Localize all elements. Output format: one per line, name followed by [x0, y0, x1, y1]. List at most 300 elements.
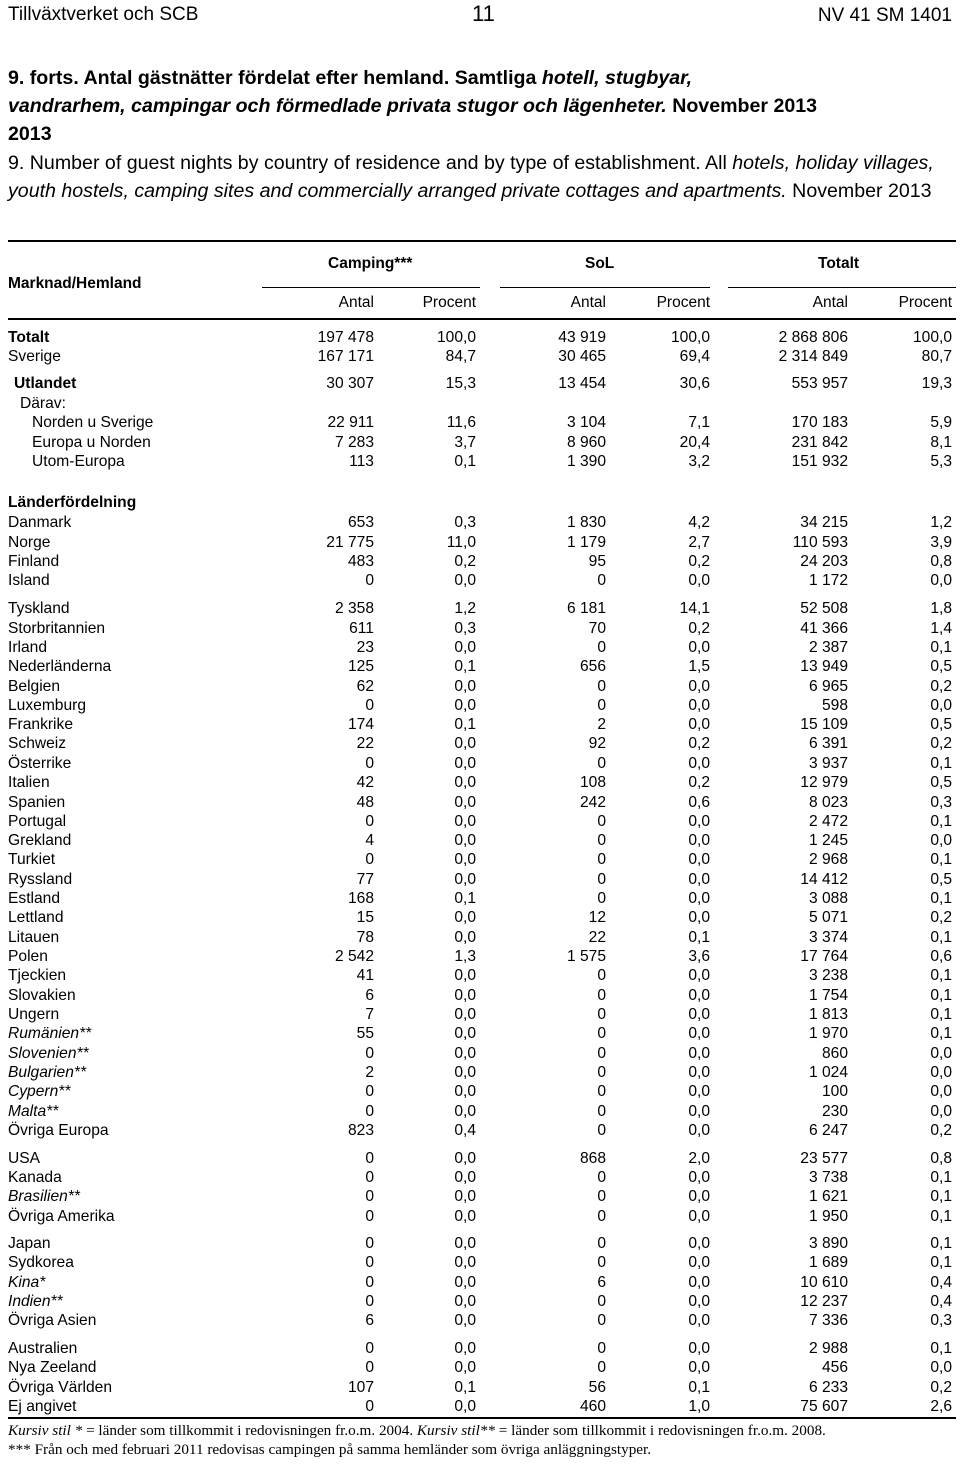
cell-value: 14 412: [800, 871, 848, 888]
cell-value: 0,0: [688, 1006, 710, 1023]
cell-value: 113: [349, 453, 374, 470]
cell-value: 3 238: [808, 967, 848, 984]
row-label: Övriga Europa: [8, 1122, 109, 1139]
cell-value: 0,0: [454, 1045, 476, 1062]
cell-value: 170 183: [791, 414, 848, 431]
cell-value: 0,0: [688, 890, 710, 907]
cell-value: 0: [597, 871, 606, 888]
row-label: Cypern**: [8, 1083, 71, 1100]
table-row: [0, 1063, 960, 1082]
cell-value: 0,0: [930, 832, 952, 849]
page-number: 11: [472, 1, 495, 26]
cell-value: 0,0: [454, 572, 476, 589]
cell-value: 70: [588, 620, 606, 637]
cell-value: 0,0: [688, 1064, 710, 1081]
cell-value: 7,1: [688, 414, 710, 431]
cell-value: 0,5: [930, 774, 952, 791]
cell-value: 43 919: [558, 329, 606, 346]
table-row: [0, 1397, 960, 1416]
table-row: [0, 452, 960, 471]
cell-value: 2,7: [688, 534, 710, 551]
cell-value: 0,2: [930, 1122, 952, 1139]
table-row: [0, 1311, 960, 1330]
cell-value: 0,0: [688, 1103, 710, 1120]
cell-value: 30 307: [326, 375, 374, 392]
cell-value: 0,0: [688, 1340, 710, 1357]
row-label: Australien: [8, 1340, 78, 1357]
cell-value: 0,1: [930, 987, 952, 1004]
cell-value: 0,2: [930, 678, 952, 695]
cell-value: 0,1: [454, 890, 476, 907]
cell-value: 0,0: [688, 871, 710, 888]
table-bottom-rule: [8, 1417, 956, 1419]
row-label: Finland: [8, 553, 60, 570]
cell-value: 1,5: [688, 658, 710, 675]
cell-value: 6 965: [808, 678, 848, 695]
cell-value: 0,6: [688, 794, 710, 811]
cell-value: 0: [597, 755, 606, 772]
cell-value: 0,0: [930, 1103, 952, 1120]
cell-value: 75 607: [800, 1398, 848, 1415]
cell-value: 0: [597, 1208, 606, 1225]
row-label: Ungern: [8, 1006, 60, 1023]
cell-value: 0: [365, 851, 374, 868]
cell-value: 2 387: [808, 639, 848, 656]
cell-value: 1 172: [808, 572, 848, 589]
row-label: Malta**: [8, 1103, 59, 1120]
cell-value: 80,7: [921, 348, 952, 365]
row-label: Rumänien**: [8, 1025, 92, 1042]
row-label: Schweiz: [8, 735, 67, 752]
cell-value: 0: [597, 1006, 606, 1023]
cell-value: 0: [365, 1188, 374, 1205]
cell-value: 0: [365, 1103, 374, 1120]
row-label: Europa u Norden: [32, 434, 151, 451]
table-row: [0, 413, 960, 432]
table-row: [0, 374, 960, 393]
cell-value: 0: [365, 1254, 374, 1271]
table-row: [0, 657, 960, 676]
cell-value: 0,0: [688, 755, 710, 772]
cell-value: 598: [821, 697, 848, 714]
cell-value: 55: [356, 1025, 374, 1042]
cell-value: 611: [349, 620, 374, 637]
table-row: [0, 773, 960, 792]
cell-value: 8 023: [808, 794, 848, 811]
table-row: [0, 889, 960, 908]
cell-value: 1 970: [808, 1025, 848, 1042]
cell-value: 0,0: [688, 832, 710, 849]
row-label: Norge: [8, 534, 51, 551]
row-label: Storbritannien: [8, 620, 106, 637]
cell-value: 1 179: [566, 534, 606, 551]
cell-value: 23: [356, 639, 374, 656]
cell-value: 3,7: [454, 434, 476, 451]
cell-value: 0: [365, 1340, 374, 1357]
row-label: Grekland: [8, 832, 72, 849]
cell-value: 0,0: [688, 1083, 710, 1100]
row-label: Irland: [8, 639, 48, 656]
row-label: Utlandet: [14, 375, 77, 392]
cell-value: 0,2: [930, 1379, 952, 1396]
cell-value: 110 593: [792, 534, 848, 551]
table-row: [0, 966, 960, 985]
cell-value: 92: [588, 735, 606, 752]
footnote-1c: Kursiv stil**: [416, 1422, 495, 1439]
cell-value: 1 245: [808, 832, 848, 849]
publisher: Tillväxtverket och SCB: [8, 4, 199, 25]
cell-value: 242: [579, 794, 606, 811]
cell-value: 41: [356, 967, 374, 984]
cell-value: 6 181: [566, 600, 606, 617]
totalt-rule: [728, 287, 956, 288]
sub-antal-1: Antal: [338, 294, 374, 311]
cell-value: 0,8: [930, 553, 952, 570]
cell-value: 0: [597, 832, 606, 849]
cell-value: 6: [365, 1312, 374, 1329]
cell-value: 0: [597, 1122, 606, 1139]
cell-value: 0,0: [688, 967, 710, 984]
cell-value: 868: [579, 1150, 606, 1167]
cell-value: 19,3: [921, 375, 952, 392]
cell-value: 4,2: [688, 514, 710, 531]
cell-value: 0,1: [688, 1379, 710, 1396]
table-row: [0, 831, 960, 850]
row-label: Slovakien: [8, 987, 76, 1004]
cell-value: 0,0: [688, 1122, 710, 1139]
cell-value: 1 575: [566, 948, 606, 965]
cell-value: 12 237: [800, 1293, 848, 1310]
cell-value: 0: [597, 1340, 606, 1357]
cell-value: 0: [365, 1398, 374, 1415]
table-row: [0, 1102, 960, 1121]
cell-value: 6 247: [808, 1122, 848, 1139]
cell-value: 0,0: [454, 1293, 476, 1310]
group-sol: SoL: [585, 255, 615, 272]
cell-value: 12: [588, 909, 606, 926]
cell-value: 0,1: [930, 890, 952, 907]
page-header: [0, 0, 960, 30]
cell-value: 48: [356, 794, 374, 811]
cell-value: 0,0: [930, 1083, 952, 1100]
table-row: [0, 533, 960, 552]
table-title-english: [8, 149, 953, 205]
cell-value: 22 911: [327, 414, 374, 431]
cell-value: 0,3: [930, 794, 952, 811]
cell-value: 0,0: [688, 1254, 710, 1271]
stub-header: Marknad/Hemland: [8, 275, 142, 292]
cell-value: 7 283: [334, 434, 374, 451]
footnote-2: *** Från och med februari 2011 redovisas campingen på samma hemländer som övriga anläggningstyper.: [8, 1441, 652, 1458]
cell-value: 0,0: [454, 1398, 476, 1415]
table-row: [0, 928, 960, 947]
cell-value: 0,6: [930, 948, 952, 965]
footnote-1b: = länder som tillkommit i redovisningen fr.o.m. 2004.: [82, 1422, 417, 1439]
cell-value: 2 542: [334, 948, 374, 965]
row-label: Slovenien**: [8, 1045, 89, 1062]
cell-value: 0,1: [454, 453, 476, 470]
cell-value: 10 610: [800, 1274, 848, 1291]
cell-value: 0,0: [454, 1340, 476, 1357]
cell-value: 0: [597, 1188, 606, 1205]
cell-value: 0,0: [454, 1254, 476, 1271]
table-row: [0, 1168, 960, 1187]
cell-value: 0: [597, 1103, 606, 1120]
table-row: [0, 677, 960, 696]
row-label: Kanada: [8, 1169, 62, 1186]
cell-value: 0,0: [454, 1208, 476, 1225]
cell-value: 0,0: [454, 1006, 476, 1023]
cell-value: 0,0: [454, 1083, 476, 1100]
cell-value: 17 764: [800, 948, 848, 965]
cell-value: 3 738: [808, 1169, 848, 1186]
table-row: [0, 1121, 960, 1140]
cell-value: 2 868 806: [778, 329, 848, 346]
cell-value: 167 171: [317, 348, 374, 365]
cell-value: 0: [365, 572, 374, 589]
cell-value: 0,0: [688, 1025, 710, 1042]
row-label: Övriga Amerika: [8, 1208, 115, 1225]
cell-value: 0: [597, 1293, 606, 1310]
cell-value: 100,0: [670, 329, 710, 346]
row-label: Österrike: [8, 755, 72, 772]
cell-value: 0,0: [454, 1188, 476, 1205]
cell-value: 0,0: [688, 1169, 710, 1186]
row-label: Bulgarien**: [8, 1064, 87, 1081]
cell-value: 95: [588, 553, 606, 570]
table-row: [0, 754, 960, 773]
table-row: [0, 947, 960, 966]
row-label: Sydkorea: [8, 1254, 74, 1271]
row-label: Brasilien**: [8, 1188, 80, 1205]
table-row: [0, 696, 960, 715]
cell-value: 1,2: [454, 600, 476, 617]
cell-value: 0,1: [930, 851, 952, 868]
cell-value: 22: [588, 929, 606, 946]
row-label: Island: [8, 572, 50, 589]
cell-value: 0: [365, 1045, 374, 1062]
title-sv-part: 9. forts. Antal gästnätter fördelat efter hemland. Samtliga: [8, 67, 542, 89]
row-label: Turkiet: [8, 851, 56, 868]
title-sv-date: November 2013: [666, 95, 818, 117]
cell-value: 0,8: [930, 1150, 952, 1167]
cell-value: 56: [588, 1379, 606, 1396]
table-row: [0, 599, 960, 618]
cell-value: 456: [821, 1359, 848, 1376]
cell-value: 0,0: [688, 1208, 710, 1225]
cell-value: 24 203: [800, 553, 848, 570]
group-camping: Camping***: [328, 255, 413, 272]
row-label: Sverige: [8, 348, 61, 365]
cell-value: 14,1: [679, 600, 710, 617]
cell-value: 0,0: [930, 1359, 952, 1376]
cell-value: 1,2: [930, 514, 952, 531]
table-row: [0, 1378, 960, 1397]
cell-value: 483: [347, 553, 374, 570]
table-row: [0, 850, 960, 869]
row-label: Utom-Europa: [32, 453, 125, 470]
cell-value: 151 932: [791, 453, 848, 470]
cell-value: 0,1: [454, 716, 476, 733]
row-label: Estland: [8, 890, 61, 907]
title-sv-italic-2: vandrarhem, campingar och förmedlade privata stugor och lägenheter.: [8, 95, 667, 117]
cell-value: 3,6: [688, 948, 710, 965]
cell-value: 0,0: [688, 1312, 710, 1329]
row-label: Övriga Asien: [8, 1312, 97, 1329]
sub-antal-3: Antal: [812, 294, 848, 311]
cell-value: 0,1: [930, 1169, 952, 1186]
cell-value: 107: [347, 1379, 374, 1396]
sub-procent-1: Procent: [422, 294, 476, 311]
cell-value: 0: [597, 1169, 606, 1186]
table-row: [0, 552, 960, 571]
cell-value: 30 465: [558, 348, 606, 365]
row-label: Länderfördelning: [8, 494, 137, 511]
table-row: [0, 793, 960, 812]
table-row: [0, 571, 960, 590]
cell-value: 3 088: [808, 890, 848, 907]
cell-value: 6: [365, 987, 374, 1004]
row-label: Tyskland: [8, 600, 70, 617]
table-row: [0, 394, 960, 413]
cell-value: 0,2: [454, 553, 476, 570]
cell-value: 0: [597, 697, 606, 714]
cell-value: 3,2: [688, 453, 710, 470]
cell-value: 100,0: [912, 329, 952, 346]
table-row: [0, 1082, 960, 1101]
cell-value: 0,2: [930, 909, 952, 926]
cell-value: 7 336: [808, 1312, 848, 1329]
camping-rule: [262, 287, 480, 288]
cell-value: 0,1: [930, 755, 952, 772]
cell-value: 168: [347, 890, 374, 907]
row-label: Kina*: [8, 1274, 46, 1291]
row-label: Luxemburg: [8, 697, 87, 714]
table-row: [0, 433, 960, 452]
cell-value: 3 104: [566, 414, 606, 431]
cell-value: 0,0: [454, 813, 476, 830]
cell-value: 0,0: [688, 639, 710, 656]
cell-value: 0,1: [930, 929, 952, 946]
cell-value: 0: [597, 987, 606, 1004]
row-label: Litauen: [8, 929, 60, 946]
table-title-swedish: 9. forts. Antal gästnätter fördelat efter hemland. Samtliga hotell, stugbyar, vandrarhem, campingar och förmedlade privata stugor och lägenheter. November 2013 2013: [8, 67, 818, 145]
sub-procent-3: Procent: [898, 294, 952, 311]
cell-value: 0,5: [930, 716, 952, 733]
cell-value: 0,0: [454, 987, 476, 1004]
table-row: [0, 347, 960, 366]
cell-value: 0: [597, 1045, 606, 1062]
sol-rule: [500, 287, 710, 288]
cell-value: 1,0: [688, 1398, 710, 1415]
cell-value: 0,0: [454, 909, 476, 926]
cell-value: 860: [821, 1045, 848, 1062]
title-en-italic: hotels, holiday villages, youth hostels, camping sites and commercially arranged private cottages and apartments.: [8, 152, 934, 202]
cell-value: 0,1: [930, 1340, 952, 1357]
cell-value: 3 937: [808, 755, 848, 772]
cell-value: 21 775: [326, 534, 374, 551]
cell-value: 100,0: [436, 329, 476, 346]
cell-value: 231 842: [791, 434, 848, 451]
row-label: Norden u Sverige: [32, 414, 154, 431]
cell-value: 20,4: [679, 434, 710, 451]
cell-value: 69,4: [679, 348, 710, 365]
cell-value: 0,0: [688, 1045, 710, 1062]
sub-procent-2: Procent: [656, 294, 710, 311]
cell-value: 0: [597, 572, 606, 589]
cell-value: 0,1: [930, 1188, 952, 1205]
cell-value: 0: [365, 1274, 374, 1291]
table-row: [0, 1253, 960, 1272]
cell-value: 15 109: [800, 716, 848, 733]
row-label: Lettland: [8, 909, 64, 926]
cell-value: 0,1: [454, 1379, 476, 1396]
cell-value: 0,0: [454, 1025, 476, 1042]
cell-value: 0,1: [930, 1025, 952, 1042]
cell-value: 125: [347, 658, 374, 675]
cell-value: 0,1: [930, 813, 952, 830]
cell-value: 0,0: [688, 1188, 710, 1205]
cell-value: 6 233: [808, 1379, 848, 1396]
cell-value: 84,7: [445, 348, 476, 365]
cell-value: 0,0: [454, 794, 476, 811]
cell-value: 62: [356, 678, 374, 695]
table-row: [0, 812, 960, 831]
cell-value: 0,0: [454, 755, 476, 772]
cell-value: 0: [365, 697, 374, 714]
cell-value: 1 950: [808, 1208, 848, 1225]
cell-value: 0,0: [454, 832, 476, 849]
cell-value: 34 215: [800, 514, 848, 531]
cell-value: 3 890: [808, 1235, 848, 1252]
cell-value: 0,2: [688, 620, 710, 637]
table-row: [0, 870, 960, 889]
cell-value: 0: [365, 1359, 374, 1376]
cell-value: 0,4: [454, 1122, 476, 1139]
cell-value: 22: [356, 735, 374, 752]
cell-value: 42: [356, 774, 374, 791]
cell-value: 0,1: [930, 1208, 952, 1225]
title-en-date: November 2013: [786, 180, 932, 202]
table-row: [0, 1044, 960, 1063]
row-label: Portugal: [8, 813, 67, 830]
row-label: Nederländerna: [8, 658, 112, 675]
cell-value: 7: [365, 1006, 374, 1023]
cell-value: 0,0: [688, 1235, 710, 1252]
cell-value: 0,1: [688, 929, 710, 946]
cell-value: 0,0: [688, 716, 710, 733]
cell-value: 0,0: [688, 813, 710, 830]
table-row: [0, 1149, 960, 1168]
cell-value: 2 314 849: [778, 348, 848, 365]
cell-value: 1,4: [930, 620, 952, 637]
cell-value: 0: [597, 967, 606, 984]
row-label: Därav:: [20, 395, 66, 412]
cell-value: 0: [597, 1359, 606, 1376]
table-row: [0, 1024, 960, 1043]
cell-value: 0,0: [454, 678, 476, 695]
cell-value: 6 391: [808, 735, 848, 752]
cell-value: 0,0: [454, 967, 476, 984]
cell-value: 0: [597, 1312, 606, 1329]
cell-value: 0,0: [688, 572, 710, 589]
cell-value: 0,0: [454, 1359, 476, 1376]
cell-value: 2 472: [808, 813, 848, 830]
cell-value: 0,3: [454, 620, 476, 637]
cell-value: 0: [597, 851, 606, 868]
cell-value: 0,0: [688, 1359, 710, 1376]
row-label: Totalt: [8, 329, 50, 346]
